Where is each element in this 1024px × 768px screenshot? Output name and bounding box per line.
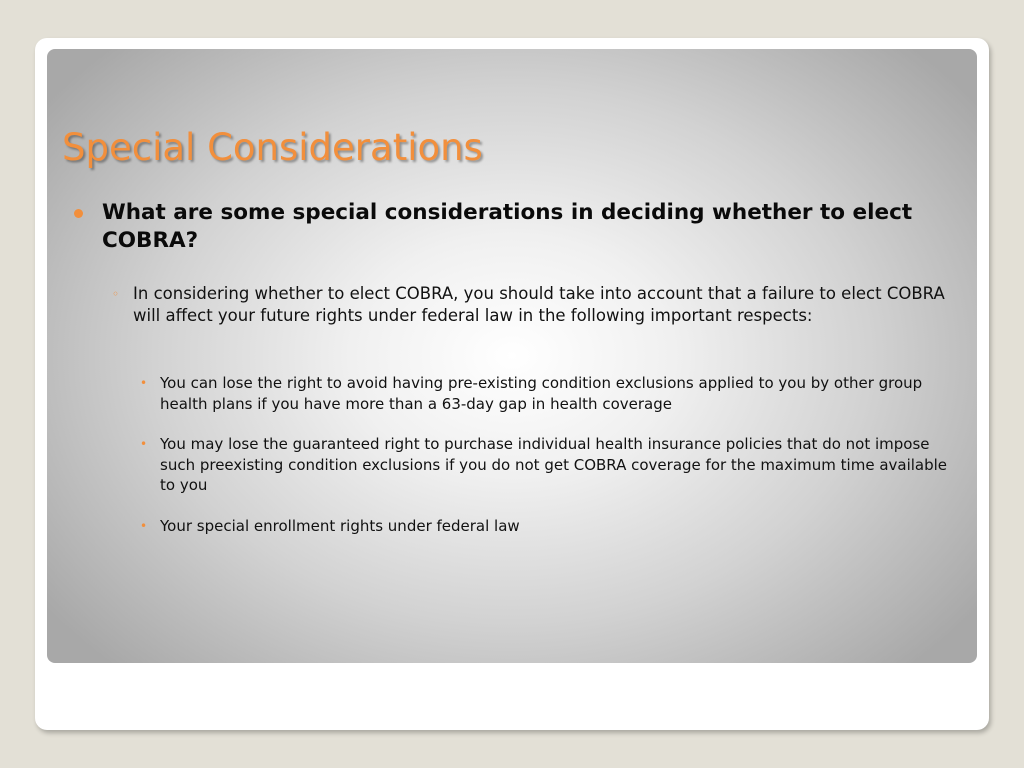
level3-bullet-text: You can lose the right to avoid having pre-existing condition exclusions applied to you by other group health plans if you have more than a 63-day gap in health coverage [160,374,923,413]
level3-bullet-text: Your special enrollment rights under federal law [160,517,520,535]
level3-bullet-text: You may lose the guaranteed right to purchase individual health insurance policies that do not impose such preexisting condition exclusions if you do not get COBRA coverage for the maximum time available to you [160,435,948,494]
level2-bullet-text: In considering whether to elect COBRA, you should take into account that a failure to elect COBRA will affect your future rights under federal law in the following important respects: [133,284,945,325]
slide-title: Special Considerations [62,126,483,169]
orange-dot-bullet-icon [74,209,83,218]
small-dot-bullet-icon: • [140,437,148,451]
level1-bullet-text: What are some special considerations in deciding whether to elect COBRA? [102,200,913,253]
small-dot-bullet-icon: • [140,519,148,533]
hollow-circle-bullet-icon: ◦ [112,287,120,301]
small-dot-bullet-icon: • [140,376,148,390]
